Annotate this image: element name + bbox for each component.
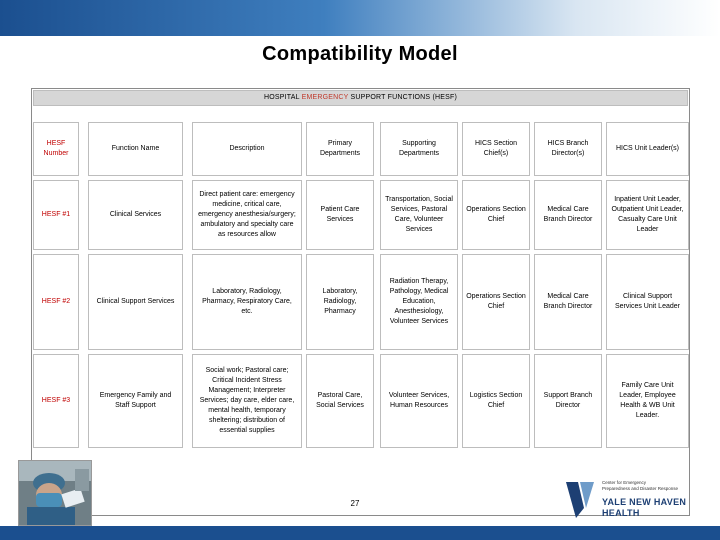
row3-hesf-number: HESF #3 bbox=[33, 354, 79, 448]
header-description: Description bbox=[192, 122, 302, 176]
header-hics-unit-leader: HICS Unit Leader(s) bbox=[606, 122, 689, 176]
row2-supporting-departments: Radiation Therapy, Pathology, Medical Education, Anesthesiology, Volunteer Services bbox=[380, 254, 458, 350]
header-primary-departments: Primary Departments bbox=[306, 122, 374, 176]
table-banner bbox=[33, 90, 688, 106]
slide-title: Compatibility Model bbox=[262, 43, 458, 65]
row2-description: Laboratory, Radiology, Pharmacy, Respiratory Care, etc. bbox=[192, 254, 302, 350]
logo-name-line1: YALE NEW HAVEN bbox=[602, 497, 687, 507]
header-supporting-departments: Supporting Departments bbox=[380, 122, 458, 176]
medical-staff-photo bbox=[18, 460, 92, 526]
row3-primary-departments: Pastoral Care, Social Services bbox=[306, 354, 374, 448]
row3-supporting-departments: Volunteer Services, Human Resources bbox=[380, 354, 458, 448]
row1-section-chief: Operations Section Chief bbox=[462, 180, 530, 250]
logo-subtitle bbox=[602, 480, 678, 491]
row1-unit-leader: Inpatient Unit Leader, Outpatient Unit Leader, Casualty Care Unit Leader bbox=[606, 180, 689, 250]
bottom-banner-bar bbox=[0, 526, 720, 540]
medical-staff-photo-graphic bbox=[19, 461, 91, 525]
row3-description: Social work; Pastoral care; Critical Incident Stress Management; Interpreter Services; day care, elder care, mental health, temporary sheltering; distribution of essential supplies bbox=[192, 354, 302, 448]
logo-name-line2: HEALTH bbox=[602, 508, 640, 518]
yale-new-haven-logo bbox=[598, 478, 710, 522]
row1-hesf-number: HESF #1 bbox=[33, 180, 79, 250]
row2-unit-leader: Clinical Support Services Unit Leader bbox=[606, 254, 689, 350]
logo-subtitle-line2: Preparedness and Disaster Response bbox=[602, 485, 679, 491]
row1-function-name: Clinical Services bbox=[88, 180, 183, 250]
row1-description: Direct patient care: emergency medicine, critical care, emergency anesthesia/surgery; ambulatory and specialty care as resources allow bbox=[192, 180, 302, 250]
row3-unit-leader: Family Care Unit Leader, Employee Health & WB Unit Leader. bbox=[606, 354, 689, 448]
row2-hesf-number: HESF #2 bbox=[33, 254, 79, 350]
row3-function-name: Emergency Family and Staff Support bbox=[88, 354, 183, 448]
row1-branch-director: Medical Care Branch Director bbox=[534, 180, 602, 250]
row1-primary-departments: Patient Care Services bbox=[306, 180, 374, 250]
banner-prefix: HOSPITAL bbox=[264, 94, 302, 101]
row2-section-chief: Operations Section Chief bbox=[462, 254, 530, 350]
header-hics-branch-director: HICS Branch Director(s) bbox=[534, 122, 602, 176]
header-hesf-number: HESF Number bbox=[33, 122, 79, 176]
header-function-name: Function Name bbox=[88, 122, 183, 176]
row3-branch-director: Support Branch Director bbox=[534, 354, 602, 448]
ynhh-mark-icon bbox=[564, 478, 596, 522]
row2-function-name: Clinical Support Services bbox=[88, 254, 183, 350]
row1-supporting-departments: Transportation, Social Services, Pastoral Care, Volunteer Services bbox=[380, 180, 458, 250]
row3-section-chief: Logistics Section Chief bbox=[462, 354, 530, 448]
banner-suffix: SUPPORT FUNCTIONS (HESF) bbox=[348, 94, 457, 101]
banner-highlight: EMERGENCY bbox=[301, 94, 349, 101]
row2-primary-departments: Laboratory, Radiology, Pharmacy bbox=[306, 254, 374, 350]
page-number: 27 bbox=[350, 499, 360, 508]
logo-subtitle-line1: Center for Emergency bbox=[602, 480, 647, 485]
header-hics-section-chief: HICS Section Chief(s) bbox=[462, 122, 530, 176]
row2-branch-director: Medical Care Branch Director bbox=[534, 254, 602, 350]
top-banner-bar bbox=[0, 0, 720, 36]
